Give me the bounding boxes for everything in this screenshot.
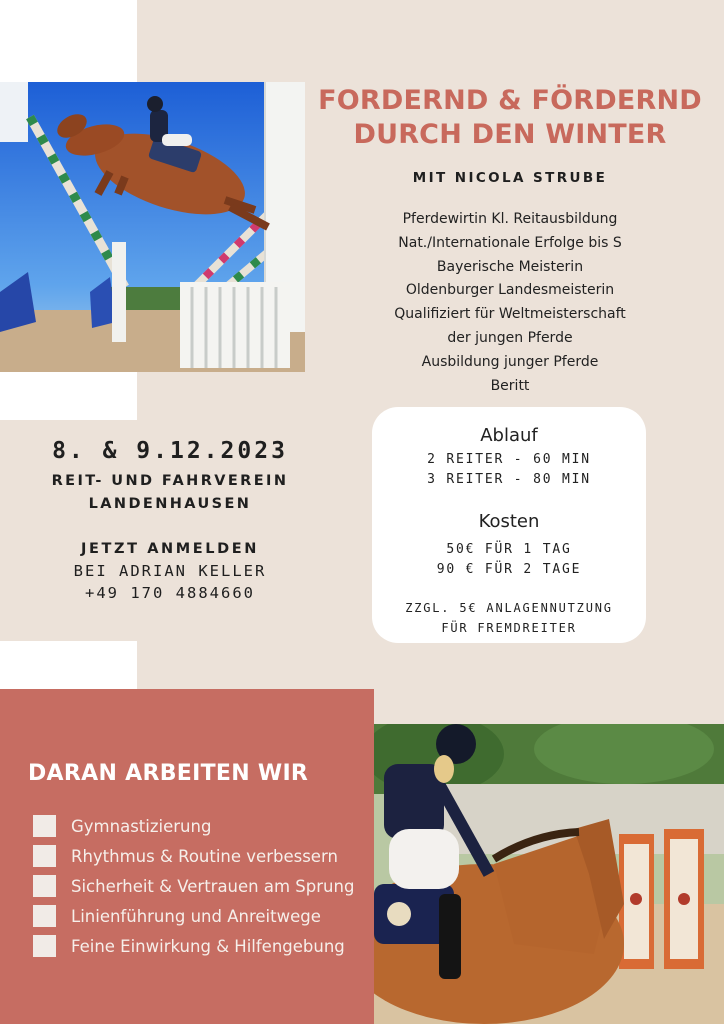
decor-block-top [0, 0, 137, 82]
headline [310, 84, 710, 152]
show-jumping-photo [0, 82, 305, 372]
list-item-label: Rhythmus & Routine verbessern [71, 846, 338, 866]
event-venue [20, 470, 320, 516]
schedule-cost-card [372, 407, 646, 643]
schedule-line: 3 REITER - 80 MIN [427, 472, 591, 487]
credential-item: Oldenburger Landesmeisterin [405, 282, 615, 299]
venue-line-2: LANDENHAUSEN [88, 496, 252, 512]
credential-item: Beritt [490, 377, 530, 394]
list-item [33, 901, 354, 931]
list-item [33, 871, 354, 901]
checkbox-icon [33, 905, 56, 927]
list-item-label: Linienführung und Anreitwege [71, 906, 321, 926]
venue-line-1: REIT- UND FAHRVEREIN [51, 473, 289, 489]
schedule-line: 2 REITER - 60 MIN [427, 452, 591, 467]
schedule-lines [372, 450, 646, 490]
list-item-label: Feine Einwirkung & Hilfengebung [71, 936, 345, 956]
checkbox-icon [33, 845, 56, 867]
contact-name: BEI ADRIAN KELLER [73, 562, 267, 580]
credential-item: Pferdewirtin Kl. Reitausbildung [402, 211, 618, 227]
training-focus-panel [0, 689, 374, 1024]
trainer-credentials [360, 208, 660, 398]
cost-line: 50€ FÜR 1 TAG [446, 542, 572, 557]
decor-block-middle [0, 372, 137, 420]
list-item-label: Sicherheit & Vertrauen am Sprung [71, 876, 355, 896]
headline-line-1: FORDERND & FÖRDERND [318, 85, 702, 116]
cost-lines [372, 540, 646, 580]
list-item [33, 841, 354, 871]
registration-contact [20, 538, 320, 604]
schedule-title: Ablauf [480, 425, 538, 446]
list-item-label: Gymnastizierung [71, 816, 212, 836]
credential-item: Ausbildung junger Pferde [421, 353, 599, 370]
credential-item: Bayerische Meisterin [436, 258, 584, 275]
training-focus-list [33, 811, 354, 961]
fee-line: FÜR FREMDREITER [441, 621, 577, 635]
credential-item: der jungen Pferde [447, 329, 573, 346]
event-date: 8. & 9.12.2023 [52, 438, 288, 464]
extra-fee-note [372, 598, 646, 638]
list-item [33, 811, 354, 841]
headline-line-2: DURCH DEN WINTER [353, 119, 667, 150]
credential-item: Qualifiziert für Weltmeisterschaft [394, 306, 626, 323]
cost-line: 90 € FÜR 2 TAGE [436, 562, 582, 577]
credential-item: Nat./Internationale Erfolge bis S [398, 234, 622, 251]
cost-title: Kosten [478, 511, 540, 532]
registration-cta: JETZT ANMELDEN [80, 541, 260, 557]
rider-photo [374, 724, 724, 1024]
contact-phone[interactable]: +49 170 4884660 [85, 584, 255, 602]
panel-title: DARAN ARBEITEN WIR [28, 761, 309, 786]
trainer-subhead: MIT NICOLA STRUBE [412, 170, 608, 186]
checkbox-icon [33, 935, 56, 957]
checkbox-icon [33, 815, 56, 837]
decor-block-lower [0, 641, 137, 689]
list-item [33, 931, 354, 961]
fee-line: ZZGL. 5€ ANLAGENNUTZUNG [405, 601, 613, 615]
checkbox-icon [33, 875, 56, 897]
